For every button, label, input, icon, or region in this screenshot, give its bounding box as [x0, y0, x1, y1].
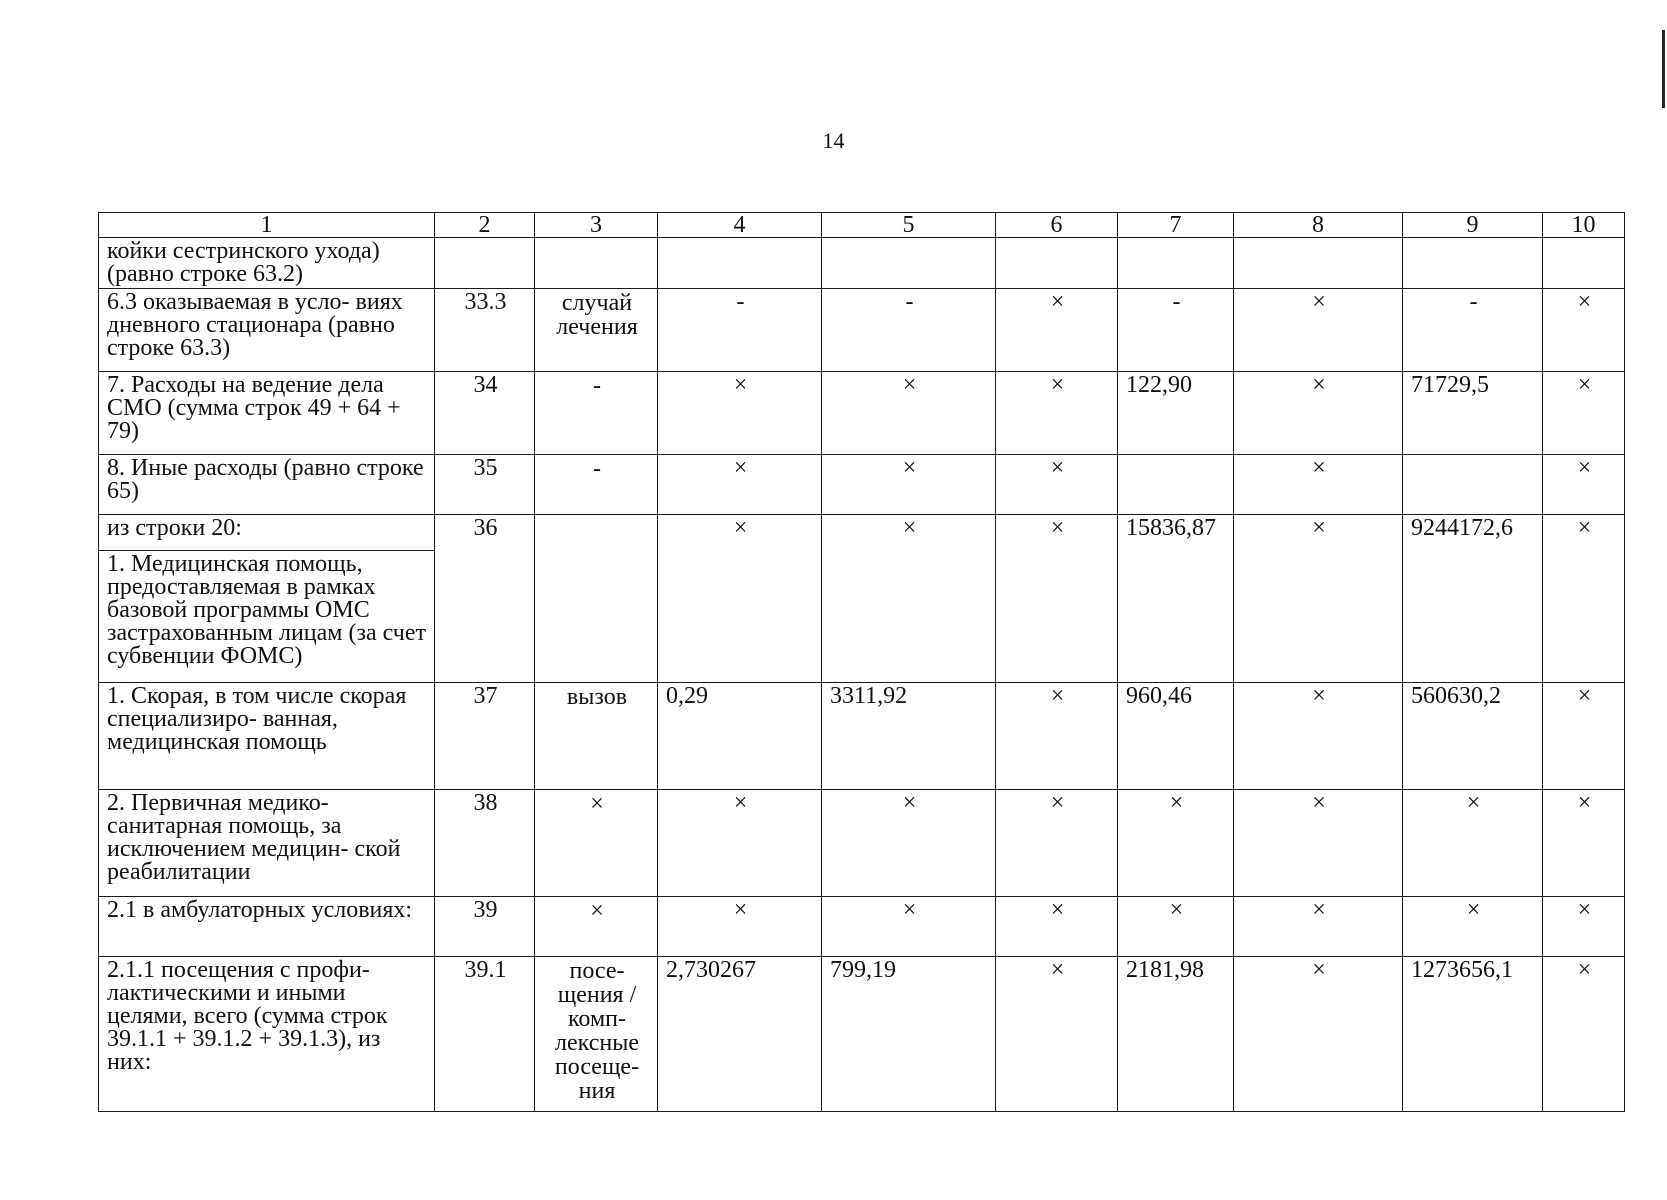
value-cell: × [658, 455, 822, 515]
value-cell: × [996, 683, 1118, 790]
value-cell: × [822, 455, 996, 515]
value-cell: × [1234, 372, 1403, 455]
row-name: 7. Расходы на ведение дела СМО (сумма строк 49 + 64 + 79) [99, 372, 435, 455]
value-cell: × [658, 515, 822, 683]
unit-cell: случай лечения [535, 289, 658, 372]
value-cell: × [1543, 372, 1625, 455]
value-cell: 799,19 [822, 957, 996, 1112]
value-cell: × [658, 897, 822, 957]
header-cell: 2 [435, 213, 535, 238]
row-number: 33.3 [435, 289, 535, 372]
header-cell: 5 [822, 213, 996, 238]
row-name: 2.1 в амбулаторных условиях: [99, 897, 435, 957]
value-cell: × [822, 515, 996, 683]
value-cell: 2181,98 [1118, 957, 1234, 1112]
value-cell: - [1403, 289, 1543, 372]
unit-cell: - [535, 455, 658, 515]
value-cell [1118, 455, 1234, 515]
value-cell: × [1234, 897, 1403, 957]
value-cell: 960,46 [1118, 683, 1234, 790]
row-number: 34 [435, 372, 535, 455]
value-cell: × [1234, 790, 1403, 897]
unit-cell [535, 238, 658, 289]
unit-cell: × [535, 897, 658, 957]
value-cell: × [1403, 790, 1543, 897]
unit-cell [535, 515, 658, 683]
table-row [99, 683, 1625, 790]
value-cell: × [822, 790, 996, 897]
value-cell: × [822, 897, 996, 957]
value-cell [658, 238, 822, 289]
value-cell: × [1543, 683, 1625, 790]
value-cell [996, 238, 1118, 289]
value-cell: × [1543, 957, 1625, 1112]
header-cell: 4 [658, 213, 822, 238]
value-cell: × [1543, 455, 1625, 515]
table-row [99, 238, 1625, 289]
header-cell: 8 [1234, 213, 1403, 238]
value-cell [1118, 238, 1234, 289]
value-cell: × [996, 515, 1118, 683]
data-table [98, 212, 1625, 1112]
row-name: 2. Первичная медико- санитарная помощь, за исключением медицин- ской реабилитации [99, 790, 435, 897]
row-number: 38 [435, 790, 535, 897]
header-cell: 9 [1403, 213, 1543, 238]
value-cell: 0,29 [658, 683, 822, 790]
value-cell: × [996, 897, 1118, 957]
value-cell: × [996, 372, 1118, 455]
table-row [99, 897, 1625, 957]
row-name: 6.3 оказываемая в усло- виях дневного стационара (равно строке 63.3) [99, 289, 435, 372]
value-cell [1403, 455, 1543, 515]
table-row [99, 957, 1625, 1112]
row-number [435, 238, 535, 289]
value-cell [1403, 238, 1543, 289]
header-cell: 3 [535, 213, 658, 238]
value-cell: × [996, 455, 1118, 515]
value-cell: × [822, 372, 996, 455]
value-cell: × [996, 957, 1118, 1112]
page-number: 14 [822, 128, 845, 153]
value-cell: 15836,87 [1118, 515, 1234, 683]
row-name: койки сестринского ухода) (равно строке 63.2) [99, 238, 435, 289]
header-cell: 1 [99, 213, 435, 238]
row-number: 35 [435, 455, 535, 515]
value-cell: 122,90 [1118, 372, 1234, 455]
row-name: из строки 20: [99, 515, 435, 551]
table-row [99, 455, 1625, 515]
unit-cell: вызов [535, 683, 658, 790]
value-cell: × [1543, 897, 1625, 957]
value-cell: × [1543, 289, 1625, 372]
value-cell: × [1118, 790, 1234, 897]
edge-scan-mark [1662, 30, 1665, 108]
value-cell: × [996, 790, 1118, 897]
table-row [99, 289, 1625, 372]
unit-cell: × [535, 790, 658, 897]
value-cell: × [1543, 515, 1625, 683]
header-cell: 6 [996, 213, 1118, 238]
value-cell: 71729,5 [1403, 372, 1543, 455]
header-cell: 7 [1118, 213, 1234, 238]
value-cell [1543, 238, 1625, 289]
value-cell: - [1118, 289, 1234, 372]
row-name: 2.1.1 посещения с профи- лактическими и иными целями, всего (сумма строк 39.1.1 + 39.1.2 + 39.1.3), из них: [99, 957, 435, 1112]
value-cell: × [1118, 897, 1234, 957]
row-number: 39 [435, 897, 535, 957]
value-cell: × [1234, 515, 1403, 683]
value-cell: × [1543, 790, 1625, 897]
table-row [99, 372, 1625, 455]
value-cell: - [822, 289, 996, 372]
value-cell: 1273656,1 [1403, 957, 1543, 1112]
value-cell: 2,730267 [658, 957, 822, 1112]
column-number-header [99, 213, 1625, 238]
row-number: 37 [435, 683, 535, 790]
value-cell: × [1234, 683, 1403, 790]
value-cell: × [658, 372, 822, 455]
value-cell: - [658, 289, 822, 372]
value-cell: 3311,92 [822, 683, 996, 790]
unit-cell: - [535, 372, 658, 455]
row-name: 1. Скорая, в том числе скорая специализиро- ванная, медицинская помощь [99, 683, 435, 790]
value-cell: × [658, 790, 822, 897]
header-cell: 10 [1543, 213, 1625, 238]
row-name-subheading: 1. Медицинская помощь, предоставляемая в рамках базовой программы ОМС застрахованным лицам (за счет субвенции ФОМС) [99, 551, 435, 683]
row-number: 39.1 [435, 957, 535, 1112]
row-number: 36 [435, 515, 535, 683]
value-cell: × [1234, 289, 1403, 372]
value-cell: 560630,2 [1403, 683, 1543, 790]
value-cell: × [1234, 455, 1403, 515]
row-name: 8. Иные расходы (равно строке 65) [99, 455, 435, 515]
table-row [99, 790, 1625, 897]
value-cell [1234, 238, 1403, 289]
value-cell: 9244172,6 [1403, 515, 1543, 683]
unit-cell: посе- щения / комп- лексные посеще- ния [535, 957, 658, 1112]
value-cell [822, 238, 996, 289]
table-row [99, 515, 1625, 551]
value-cell: × [996, 289, 1118, 372]
value-cell: × [1403, 897, 1543, 957]
value-cell: × [1234, 957, 1403, 1112]
